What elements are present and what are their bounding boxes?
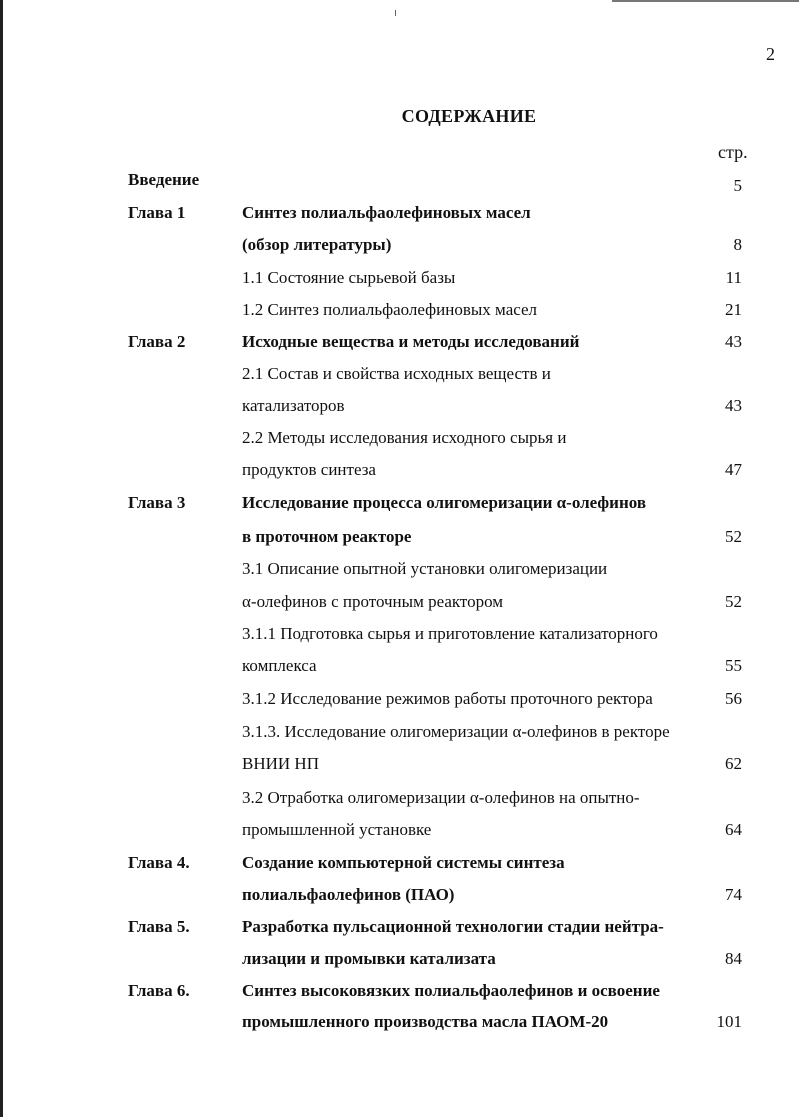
toc-page-number: 43 [725,332,742,351]
toc-entry-title: 2.2 Методы исследования исходного сырья и [242,428,567,447]
toc-entry [0,233,799,257]
toc-entry [0,491,799,515]
toc-chapter-label: Глава 3 [128,493,186,512]
toc-entry-title: Исходные вещества и методы исследований [242,332,580,351]
toc-entry [0,851,799,875]
toc-entry [0,426,799,450]
toc-entry [0,1010,799,1034]
toc-entry [0,394,799,418]
toc-entry-title: α-олефинов с проточным реактором [242,592,504,611]
toc-page-number: 21 [725,300,742,319]
toc-page-number: 64 [725,820,742,839]
toc-entry-title: Разработка пульсационной технологии стадии нейтра- [242,917,664,936]
toc-entry-title: Синтез высоковязких полиальфаолефинов и освоение [242,981,660,1000]
toc-page-number: 52 [725,592,742,611]
toc-page-number: 11 [725,268,742,287]
toc-entry [0,752,799,776]
toc-entry-title: лизации и промывки катализата [242,949,496,968]
toc-entry-title: 1.2 Синтез полиальфаолефиновых масел [242,300,538,319]
toc-page-number: 101 [716,1012,742,1031]
toc-page-number: 5 [733,176,742,195]
toc-entry [0,720,799,744]
toc-entry [0,883,799,907]
toc-entry-title: Исследование процесса олигомеризации α-олефинов [242,493,647,512]
page-column-label: стр. [718,142,748,162]
toc-entry-title: продуктов синтеза [242,460,376,479]
scan-mark [395,10,396,16]
toc-page-number: 55 [725,656,742,675]
scan-edge-top [612,0,799,2]
toc-page-number: 8 [733,235,742,254]
toc-entry-title: 3.1.1 Подготовка сырья и приготовление катализаторного [242,624,658,643]
toc-chapter-label: Глава 4. [128,853,190,872]
toc-entry-title: 3.1 Описание опытной установки олигомеризации [242,559,608,578]
toc-entry-title: катализаторов [242,396,345,415]
toc-entry [0,362,799,386]
toc-page-number: 74 [725,885,742,904]
toc-entry-title: 3.2 Отработка олигомеризации α-олефинов на опытно- [242,788,640,807]
toc-entry [0,458,799,482]
toc-chapter-label: Введение [128,170,200,189]
toc-chapter-label: Глава 6. [128,981,190,1000]
toc-entry-title: 2.1 Состав и свойства исходных веществ и [242,364,551,383]
toc-page-number: 52 [725,527,742,546]
toc-entry [0,786,799,810]
toc-entry [0,525,799,549]
page-title: СОДЕРЖАНИЕ [401,106,537,126]
toc-entry-title: 1.1 Состояние сырьевой базы [242,268,456,287]
toc-entry [0,298,799,322]
toc-entry-title: в проточном реакторе [242,527,412,546]
toc-entry-title: полиальфаолефинов (ПАО) [242,885,455,904]
toc-page-number: 47 [725,460,742,479]
toc-entry-title: Синтез полиальфаолефиновых масел [242,203,531,222]
toc-entry [0,687,799,711]
toc-entry-title: 3.1.2 Исследование режимов работы проточного ректора [242,689,653,708]
toc-entry [0,622,799,646]
toc-entry [0,979,799,1003]
toc-entry-title: 3.1.3. Исследование олигомеризации α-олефинов в ректоре [242,722,670,741]
toc-entry [0,590,799,614]
toc-entry-title: промышленной установке [242,820,432,839]
toc-entry-title: промышленного производства масла ПАОМ-20 [242,1012,609,1031]
toc-entry-title: ВНИИ НП [242,754,319,773]
toc-entry [0,557,799,581]
page-number: 2 [766,44,775,64]
toc-entry [0,168,799,195]
toc-page-number: 62 [725,754,742,773]
toc-page-number: 84 [725,949,742,968]
toc-entry [0,947,799,971]
toc-entry-title: комплекса [242,656,317,675]
toc-page-number: 43 [725,396,742,415]
toc-chapter-label: Глава 1 [128,203,186,222]
toc-chapter-label: Глава 2 [128,332,186,351]
toc-entry-title: (обзор литературы) [242,235,392,254]
toc-entry [0,330,799,354]
toc-entry [0,201,799,225]
toc-entry-title: Создание компьютерной системы синтеза [242,853,565,872]
toc-entry [0,266,799,290]
toc-entry [0,654,799,678]
toc-entry [0,915,799,939]
toc-page-number: 56 [725,689,742,708]
toc-chapter-label: Глава 5. [128,917,190,936]
toc-entry [0,818,799,842]
